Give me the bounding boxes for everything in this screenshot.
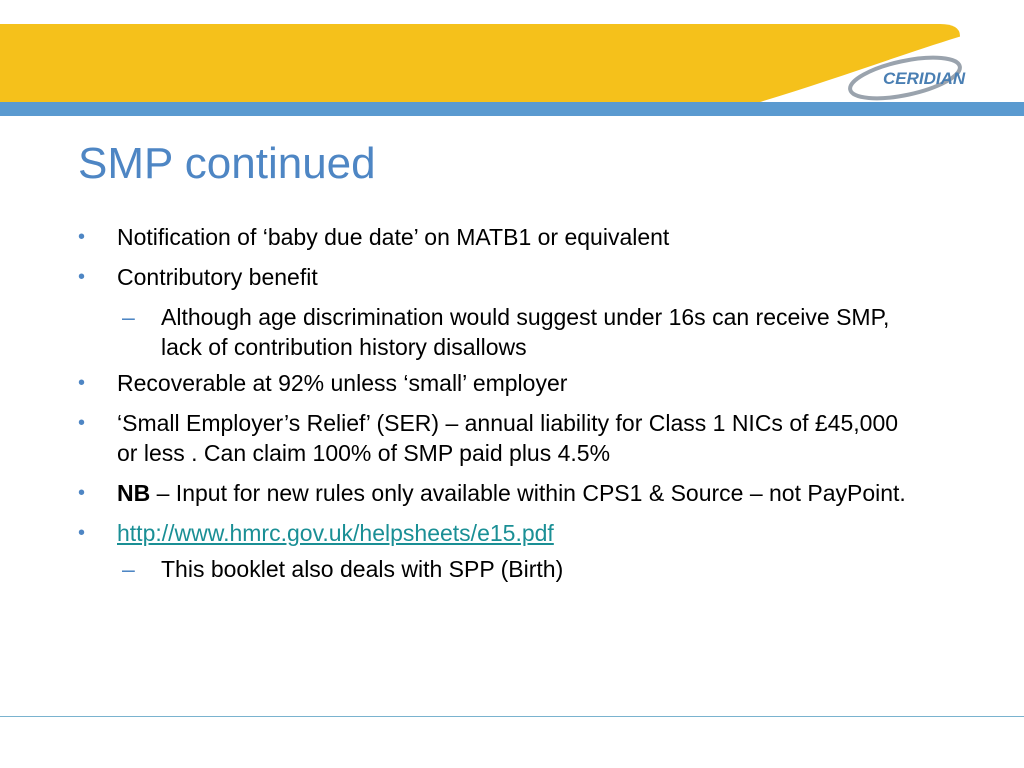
nb-text: – Input for new rules only available within CPS1 & Source – not PayPoint. [150, 480, 906, 506]
list-item-contributory [78, 262, 908, 292]
list-item-nb [78, 478, 908, 508]
sub-item-age-note [122, 302, 908, 362]
bullet-icon: • [78, 482, 86, 504]
list-item-link [78, 518, 908, 548]
bullet-icon: • [78, 372, 86, 394]
list-item-text: Notification of ‘baby due date’ on MATB1 or equivalent [117, 224, 670, 250]
footer-divider [0, 716, 1024, 717]
logo-text: CERIDIAN [883, 69, 966, 88]
list-item-ser [78, 408, 908, 468]
sub-item-text: This booklet also deals with SPP (Birth) [161, 556, 564, 582]
bullet-icon: • [78, 412, 86, 434]
header-top-margin [0, 0, 1024, 24]
bullet-icon: • [78, 226, 86, 248]
list-item-text: Contributory benefit [117, 264, 318, 290]
bullet-icon: • [78, 522, 86, 544]
slide-content [78, 222, 908, 584]
blue-band [0, 102, 1024, 116]
slide-title: SMP continued [78, 139, 376, 188]
bullet-icon: • [78, 266, 86, 288]
list-item-text: Recoverable at 92% unless ‘small’ employer [117, 370, 568, 396]
list-item-recoverable [78, 368, 908, 398]
sub-item-booklet-note [122, 554, 908, 584]
dash-icon: – [122, 304, 135, 330]
dash-icon: – [122, 556, 135, 582]
nb-label: NB [117, 480, 151, 506]
header-band [0, 0, 1024, 118]
hmrc-helpsheet-link[interactable]: http://www.hmrc.gov.uk/helpsheets/e15.pdf [117, 520, 554, 546]
list-item-notification [78, 222, 908, 252]
sub-item-text: Although age discrimination would suggest under 16s can receive SMP, lack of contribution history disallows [161, 304, 890, 360]
list-item-text: ‘Small Employer’s Relief’ (SER) – annual liability for Class 1 NICs of £45,000 or less . Can claim 100% of SMP paid plus 4.5% [117, 410, 899, 466]
